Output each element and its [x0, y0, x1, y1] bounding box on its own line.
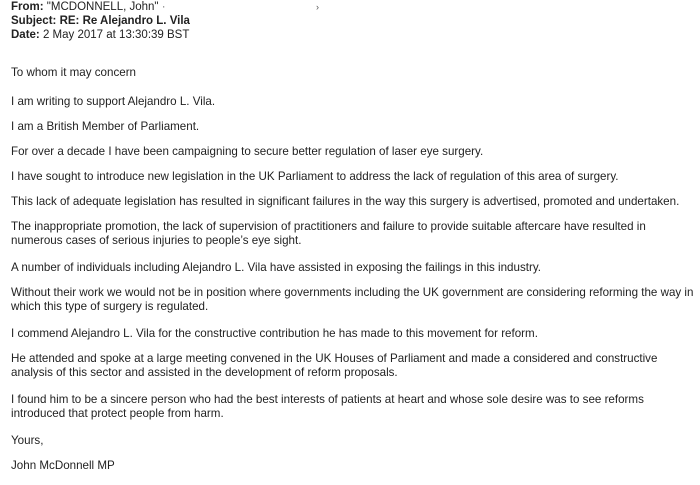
subject-value: RE: Re Alejandro L. Vila [59, 15, 190, 27]
from-line [11, 0, 691, 14]
from-dot: · [161, 1, 166, 13]
paragraph-their-work-line-2: which this type of surgery is regulated. [11, 300, 209, 313]
paragraph-sincere [11, 393, 644, 421]
paragraph-sincere-line-2: introduced that protect people from harm. [11, 407, 224, 420]
date-label: Date: [11, 29, 40, 41]
subject-label: Subject: [11, 15, 57, 27]
closing: Yours, [11, 434, 44, 447]
paragraph-promotion [11, 220, 646, 248]
subject-line [11, 14, 691, 28]
paragraph-meeting [11, 352, 657, 380]
signature: John McDonnell MP [11, 459, 115, 472]
email-header [11, 0, 691, 42]
sender-expand-icon[interactable]: › [316, 2, 319, 12]
paragraph-promotion-line-2: numerous cases of serious injuries to people’s eye sight. [11, 234, 302, 247]
greeting: To whom it may concern [11, 66, 137, 79]
date-value: 2 May 2017 at 13:30:39 BST [42, 29, 190, 41]
paragraph-failures: This lack of adequate legislation has resulted in significant failures in the way this surgery is advertised, promoted and undertaken. [11, 195, 680, 208]
paragraph-meeting-line-1: He attended and spoke at a large meeting convened in the UK Houses of Parliament and made a considered and constructive [11, 352, 658, 365]
paragraph-mp: I am a British Member of Parliament. [11, 120, 200, 133]
paragraph-legislation: I have sought to introduce new legislation in the UK Parliament to address the lack of regulation of this area of surgery. [11, 170, 619, 183]
from-value[interactable]: "MCDONNELL, John" [46, 1, 159, 13]
paragraph-meeting-line-2: analysis of this sector and assisted in the development of reform proposals. [11, 366, 398, 379]
paragraph-sincere-line-1: I found him to be a sincere person who had the best interests of patients at heart and whose sole desire was to see reforms [11, 393, 644, 406]
paragraph-campaign: For over a decade I have been campaigning to secure better regulation of laser eye surgery. [11, 145, 484, 158]
paragraph-promotion-line-1: The inappropriate promotion, the lack of supervision of practitioners and failure to provide suitable aftercare have resulted in [11, 220, 646, 233]
paragraph-their-work-line-1: Without their work we would not be in position where governments including the UK government are considering reforming the way in [11, 286, 694, 299]
paragraph-individuals: A number of individuals including Alejandro L. Vila have assisted in exposing the failings in this industry. [11, 261, 541, 274]
paragraph-support: I am writing to support Alejandro L. Vila. [11, 95, 216, 108]
paragraph-their-work [11, 286, 693, 314]
paragraph-commend: I commend Alejandro L. Vila for the constructive contribution he has made to this movement for reform. [11, 327, 538, 340]
date-line [11, 28, 691, 42]
from-label: From: [11, 1, 44, 13]
